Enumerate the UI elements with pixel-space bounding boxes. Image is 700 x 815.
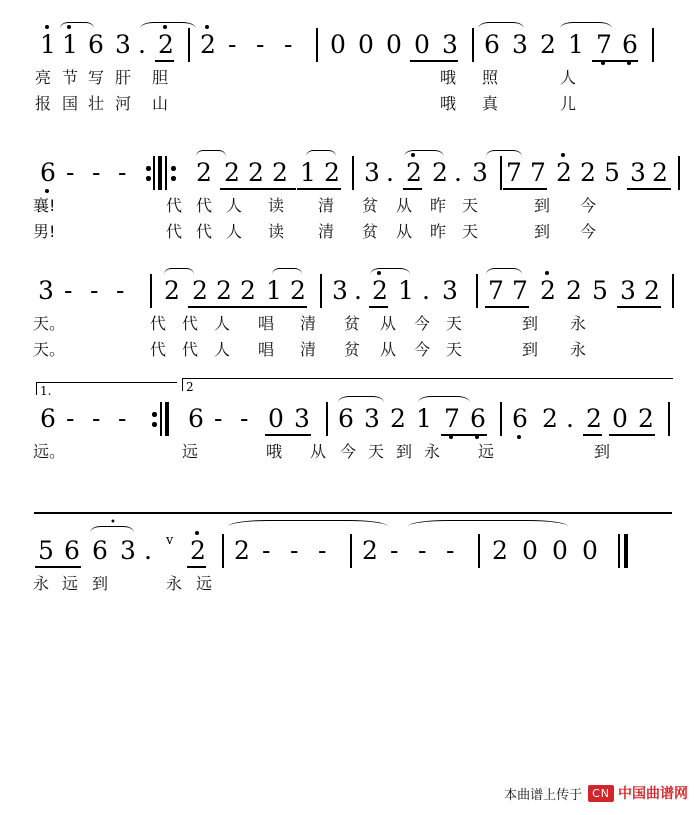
sustain-dash: - <box>214 404 223 433</box>
system-5-lyrics-row1: 永 远 到 永 远 <box>33 574 213 593</box>
system-1-lyrics-row2: 报 国 壮 河 山 哦 真 儿 <box>35 94 577 113</box>
beam-underline <box>441 434 487 436</box>
augmentation-dot: . <box>386 158 394 187</box>
note: 3 <box>115 30 131 59</box>
barline <box>500 156 502 190</box>
sustain-dash: - <box>92 404 101 433</box>
sustain-dash: - <box>446 536 455 565</box>
note: 1 <box>300 158 316 187</box>
note: 2 <box>432 158 448 187</box>
note: 2 <box>540 276 556 305</box>
barline <box>350 534 352 568</box>
note: 3 <box>442 30 458 59</box>
system-3 <box>0 268 700 366</box>
barline <box>352 156 354 190</box>
barline <box>618 534 620 568</box>
sustain-dash: - <box>118 158 127 187</box>
note: 2 <box>272 158 288 187</box>
rest: 0 <box>330 30 346 59</box>
system-4-lyrics-row1: 远。 远 哦 从 今 天 到 永 远 到 <box>33 442 611 461</box>
beam-underline <box>187 566 206 568</box>
beam-underline <box>155 60 174 62</box>
note: 2 <box>234 536 250 565</box>
beam-underline <box>609 434 655 436</box>
barline <box>652 28 654 62</box>
beam-underline <box>265 434 311 436</box>
system-4 <box>0 382 700 468</box>
note: 3 <box>294 404 310 433</box>
note: 2 <box>406 158 422 187</box>
sustain-dash: - <box>240 404 249 433</box>
beam-underline <box>263 306 307 308</box>
note: 3 <box>38 276 54 305</box>
beam-underline <box>35 566 81 568</box>
note: 2 <box>240 276 256 305</box>
note: 2 <box>192 276 208 305</box>
note: 3 <box>364 158 380 187</box>
augmentation-dot: . <box>144 536 152 565</box>
note: 6 <box>484 30 500 59</box>
barline <box>668 402 670 436</box>
sustain-dash: - <box>318 536 327 565</box>
rest: 0 <box>612 404 628 433</box>
beam-underline <box>220 188 296 190</box>
note: 7 <box>596 30 612 59</box>
barline <box>478 534 480 568</box>
system-5-notes <box>0 517 700 574</box>
note: 6 <box>512 404 528 433</box>
note: 6 <box>92 536 108 565</box>
system-1-notes <box>0 22 700 68</box>
beam-underline <box>410 60 458 62</box>
site-logo-badge: CN <box>588 785 614 802</box>
note: 2 <box>542 404 558 433</box>
barline <box>678 156 680 190</box>
note: 2 <box>492 536 508 565</box>
octave-dot-up <box>411 153 415 157</box>
octave-dot-down <box>45 189 49 193</box>
note: 2 <box>372 276 388 305</box>
beam-underline <box>188 306 264 308</box>
system-1-lyrics-row1: 亮 节 写 肝 胆 哦 照 人 <box>35 68 577 87</box>
breath-mark: v <box>166 533 174 548</box>
note: 3 <box>630 158 646 187</box>
barline <box>320 274 322 308</box>
octave-dot-up <box>377 271 381 275</box>
sustain-dash: - <box>390 536 399 565</box>
note: 3 <box>120 536 136 565</box>
sustain-dash: - <box>284 30 293 59</box>
octave-dot-up <box>45 25 49 29</box>
repeat-end-start <box>146 156 172 190</box>
note: 2 <box>652 158 668 187</box>
octave-dot-up <box>163 25 167 29</box>
octave-dot-up <box>195 531 199 535</box>
system-4-notes <box>0 396 700 442</box>
system-2-lyrics-row1: 襄! 代 代 人 读 清 贫 从 昨 天 到 今 <box>33 196 597 215</box>
sustain-dash: - <box>228 30 237 59</box>
note: 2 <box>190 536 206 565</box>
rest: 0 <box>552 536 568 565</box>
octave-dot-up <box>67 25 71 29</box>
note: 3 <box>620 276 636 305</box>
note: 3 <box>442 276 458 305</box>
beam-underline <box>592 60 638 62</box>
barline <box>672 274 674 308</box>
rest: 0 <box>386 30 402 59</box>
note: 5 <box>592 276 608 305</box>
note: 6 <box>64 536 80 565</box>
sustain-dash: - <box>66 404 75 433</box>
augmentation-dot: . <box>454 158 462 187</box>
barline <box>188 28 190 62</box>
note: 2 <box>196 158 212 187</box>
note: 2 <box>580 158 596 187</box>
beam-underline <box>617 306 661 308</box>
sustain-dash: - <box>64 276 73 305</box>
rest: 0 <box>522 536 538 565</box>
note: 2 <box>216 276 232 305</box>
sustain-dash: - <box>90 276 99 305</box>
octave-dot-up <box>561 153 565 157</box>
augmentation-dot: . <box>138 30 146 59</box>
note: 2 <box>638 404 654 433</box>
site-name[interactable]: 中国曲谱网 <box>618 786 688 802</box>
note: 1 <box>398 276 414 305</box>
note: 2 <box>644 276 660 305</box>
note: 1 <box>62 30 78 59</box>
note: 5 <box>604 158 620 187</box>
sustain-dash: - <box>256 30 265 59</box>
footer-credit <box>504 783 688 803</box>
note: 7 <box>444 404 460 433</box>
volta-2-bracket <box>182 378 673 394</box>
slur <box>408 520 568 533</box>
system-3-lyrics-row2: 天。 代 代 人 唱 清 贫 从 今 天 到 永 <box>33 340 587 359</box>
system-5 <box>0 512 700 600</box>
sustain-dash: - <box>92 158 101 187</box>
note: 3 <box>512 30 528 59</box>
sustain-dash: - <box>290 536 299 565</box>
note: 2 <box>164 276 180 305</box>
note: 2 <box>566 276 582 305</box>
sustain-dash: - <box>116 276 125 305</box>
barline <box>500 402 502 436</box>
final-barline <box>624 534 628 568</box>
note: 3 <box>472 158 488 187</box>
note: 2 <box>556 158 572 187</box>
rest: 0 <box>582 536 598 565</box>
sustain-dash: - <box>66 158 75 187</box>
note: 5 <box>38 536 54 565</box>
repeat-end <box>152 402 170 436</box>
system-2-notes <box>0 150 700 196</box>
note: 1 <box>40 30 56 59</box>
note: 7 <box>512 276 528 305</box>
note: 2 <box>390 404 406 433</box>
note: 3 <box>332 276 348 305</box>
note: 7 <box>506 158 522 187</box>
sustain-dash: - <box>118 404 127 433</box>
note: 3 <box>364 404 380 433</box>
slur <box>228 520 388 533</box>
note: 1 <box>416 404 432 433</box>
note: 2 <box>290 276 306 305</box>
beam-underline <box>503 188 547 190</box>
note: 6 <box>188 404 204 433</box>
octave-dot-up <box>545 271 549 275</box>
system-1 <box>0 22 700 120</box>
augmentation-dot: . <box>354 276 362 305</box>
sustain-dash: - <box>262 536 271 565</box>
note: 6 <box>470 404 486 433</box>
rest: 0 <box>268 404 284 433</box>
beam-underline <box>403 188 422 190</box>
note: 6 <box>40 404 56 433</box>
note: 2 <box>224 158 240 187</box>
note: 6 <box>88 30 104 59</box>
augmentation-dot: . <box>422 276 430 305</box>
volta-1-bracket <box>36 382 177 398</box>
system-2-lyrics-row2: 男! 代 代 人 读 清 贫 从 昨 天 到 今 <box>33 222 597 241</box>
barline <box>476 274 478 308</box>
note: 7 <box>488 276 504 305</box>
note: 2 <box>362 536 378 565</box>
volta-1-label: 1. <box>40 384 52 398</box>
barline <box>316 28 318 62</box>
barline <box>326 402 328 436</box>
note: 6 <box>40 158 56 187</box>
barline <box>222 534 224 568</box>
note: 7 <box>530 158 546 187</box>
note: 2 <box>200 30 216 59</box>
footer-credit-text: 本曲谱上传于 <box>504 787 583 803</box>
note: 2 <box>248 158 264 187</box>
system-3-lyrics-row1: 天。 代 代 人 唱 清 贫 从 今 天 到 永 <box>33 314 587 333</box>
barline <box>472 28 474 62</box>
note: 2 <box>158 30 174 59</box>
volta-2-label: 2 <box>186 380 194 394</box>
sustain-dash: - <box>418 536 427 565</box>
system-2 <box>0 150 700 248</box>
beam-underline <box>485 306 529 308</box>
note: 1 <box>266 276 282 305</box>
octave-dot-down <box>517 435 521 439</box>
augmentation-dot: . <box>566 404 574 433</box>
rest: 0 <box>358 30 374 59</box>
beam-underline <box>369 306 388 308</box>
note: 6 <box>622 30 638 59</box>
system-3-notes <box>0 268 700 314</box>
barline <box>150 274 152 308</box>
triplet-mark: • <box>110 517 116 528</box>
note: 1 <box>568 30 584 59</box>
octave-dot-up <box>205 25 209 29</box>
beam-underline <box>297 188 341 190</box>
rest: 0 <box>414 30 430 59</box>
note: 2 <box>324 158 340 187</box>
note: 6 <box>338 404 354 433</box>
note: 2 <box>586 404 602 433</box>
beam-underline <box>583 434 602 436</box>
beam-underline <box>627 188 671 190</box>
section-rule <box>34 512 672 514</box>
note: 2 <box>540 30 556 59</box>
